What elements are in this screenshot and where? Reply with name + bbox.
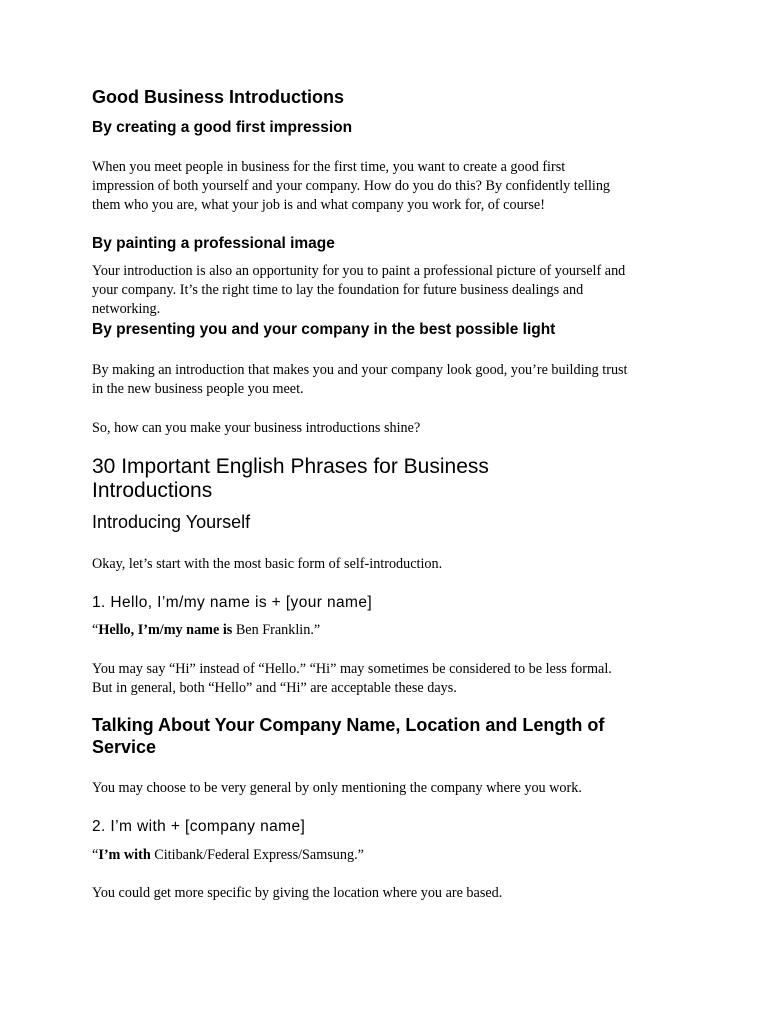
heading-line: Service bbox=[92, 737, 157, 757]
paragraph-line: them who you are, what your job is and what company you work for, of course! bbox=[92, 197, 545, 213]
example-rest: Citibank/Federal Express/Samsung.” bbox=[150, 847, 364, 863]
paragraph-line: But in general, both “Hello” and “Hi” are acceptable these days. bbox=[92, 680, 457, 696]
paragraph-first-impression bbox=[92, 158, 610, 215]
paragraph-line: By making an introduction that makes you and your company look good, you’re building trust bbox=[92, 362, 628, 378]
heading-line: 30 Important English Phrases for Business bbox=[92, 455, 489, 478]
section-heading-professional-image: By painting a professional image bbox=[92, 235, 335, 252]
example-bold-phrase: I’m with bbox=[98, 847, 151, 863]
section-heading-best-light: By presenting you and your company in the best possible light bbox=[92, 321, 556, 338]
paragraph-line: impression of both yourself and your company. How do you do this? By confidently telling bbox=[92, 178, 611, 194]
phrase-1-heading: 1. Hello, I’m/my name is + [your name] bbox=[92, 594, 373, 611]
paragraph-line: networking. bbox=[92, 301, 161, 317]
heading-line: Introductions bbox=[92, 479, 213, 502]
phrase-2-example bbox=[92, 846, 364, 865]
document-title: Good Business Introductions bbox=[92, 87, 345, 107]
company-heading bbox=[92, 714, 604, 758]
introducing-yourself-heading: Introducing Yourself bbox=[92, 512, 251, 532]
company-paragraph: You may choose to be very general by only mentioning the company where you work. bbox=[92, 780, 582, 796]
paragraph-line: Your introduction is also an opportunity for you to paint a professional picture of yourself and bbox=[92, 263, 626, 279]
heading-line: Talking About Your Company Name, Location and Length of bbox=[92, 715, 605, 735]
example-bold-phrase: Hello, I’m/my name is bbox=[98, 622, 233, 638]
phrases-heading bbox=[92, 455, 489, 503]
question-paragraph: So, how can you make your business introductions shine? bbox=[92, 420, 421, 436]
phrase-1-paragraph bbox=[92, 660, 612, 698]
example-rest: Ben Franklin.” bbox=[232, 622, 321, 638]
paragraph-professional-image bbox=[92, 262, 625, 319]
phrase-1-example bbox=[92, 621, 320, 640]
phrase-2-paragraph: You could get more specific by giving the location where you are based. bbox=[92, 885, 503, 901]
paragraph-line: When you meet people in business for the first time, you want to create a good first bbox=[92, 159, 566, 175]
paragraph-best-light bbox=[92, 361, 628, 399]
open-quote: “ bbox=[92, 622, 99, 638]
section-heading-first-impression: By creating a good first impression bbox=[92, 119, 353, 136]
open-quote: “ bbox=[92, 847, 99, 863]
paragraph-line: in the new business people you meet. bbox=[92, 381, 304, 397]
paragraph-line: your company. It’s the right time to lay the foundation for future business dealings and bbox=[92, 282, 584, 298]
phrase-2-heading: 2. I’m with + [company name] bbox=[92, 818, 306, 835]
paragraph-line: You may say “Hi” instead of “Hello.” “Hi” may sometimes be considered to be less formal. bbox=[92, 661, 612, 677]
introducing-yourself-paragraph: Okay, let’s start with the most basic form of self-introduction. bbox=[92, 556, 443, 572]
